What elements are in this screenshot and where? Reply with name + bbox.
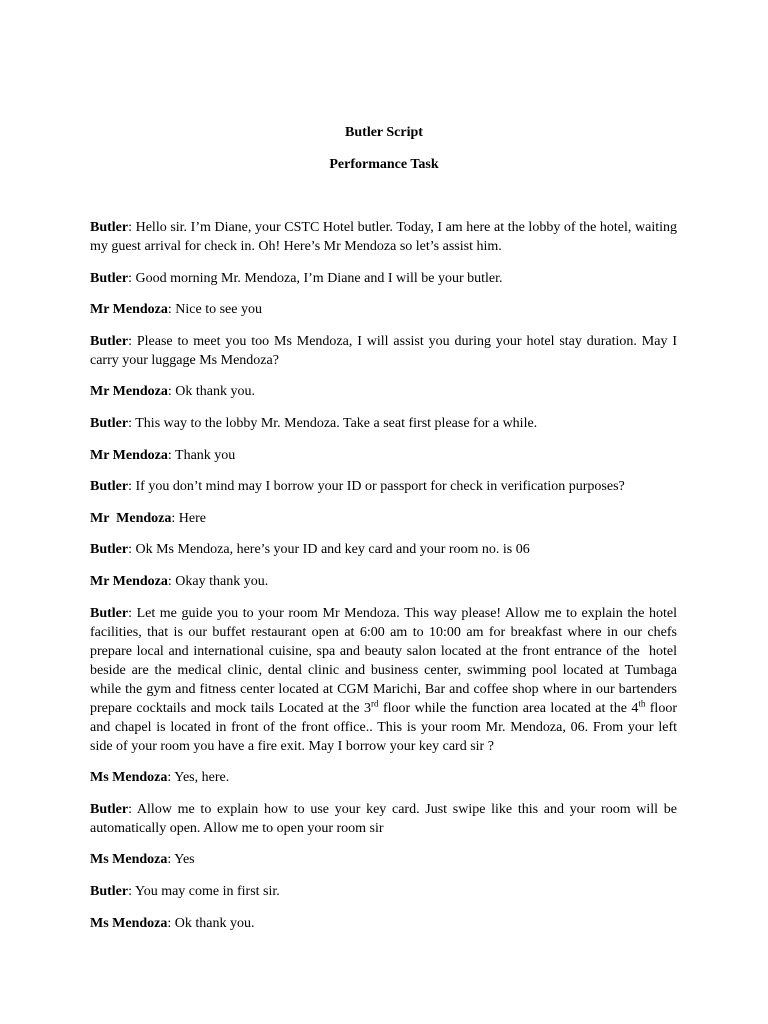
dialogue-text: : Thank you [167,447,236,463]
speaker-name: Ms Mendoza [90,852,168,868]
dialogue-text: : Nice to see you [167,302,262,318]
dialogue-text: floor and chapel is located in front of the front office.. This is your room Mr. Mendoza, 06. From your left side of your room you have a fire exit. May I borrow your key card sir ? [90,700,681,754]
dialogue-line [90,218,677,256]
dialogue-text: : Please to meet you too Ms Mendoza, I will assist you during your hotel stay duration. May I carry your luggage Ms Mendoza? [90,333,677,368]
script-body [90,218,681,945]
dialogue-line [90,882,677,901]
dialogue-line [90,332,677,370]
dialogue-line [90,604,681,756]
dialogue-text: : Here [171,510,206,526]
dialogue-line [90,300,677,319]
speaker-name: Butler [90,220,129,235]
dialogue-text: : If you don’t mind may I borrow your ID or passport for check in verification purposes? [128,479,625,495]
speaker-name: Butler [90,415,129,431]
dialogue-text: : Okay thank you. [167,573,269,589]
dialogue-line [90,269,677,288]
dialogue-text: : You may come in first sir. [128,883,280,899]
dialogue-line [90,768,677,787]
speaker-name: Mr Mendoza [90,447,168,463]
speaker-name: Butler [90,270,129,286]
speaker-name: Mr Mendoza [90,384,168,400]
ordinal-suffix: rd [371,697,379,708]
dialogue-text: : Allow me to explain how to use your key card. Just swipe like this and your room will be automatically open. Allow me to open your room sir [90,801,677,836]
dialogue-line [90,572,677,591]
document-subtitle: Performance Task [329,157,439,172]
dialogue-text: : Ok Ms Mendoza, here’s your ID and key card and your room no. is 06 [128,542,530,558]
dialogue-text: : Yes [167,852,195,868]
speaker-name: Butler [90,801,129,817]
dialogue-text: : Hello sir. I’m Diane, your CSTC Hotel butler. Today, I am here at the lobby of the hotel, waiting my guest arrival for check in. Oh! Here’s Mr Mendoza so let’s assist him. [90,220,677,254]
speaker-name: Mr Mendoza [90,510,172,526]
dialogue-text: : Ok thank you. [167,915,255,931]
speaker-name: Butler [90,605,129,621]
ordinal-suffix: th [638,697,646,708]
speaker-name: Butler [90,333,129,349]
speaker-name: Butler [90,542,129,558]
document-title: Butler Script [345,125,423,140]
speaker-name: Mr Mendoza [90,302,168,318]
speaker-name: Ms Mendoza [90,915,168,931]
dialogue-line [90,382,677,401]
dialogue-line [90,446,677,465]
dialogue-line [90,509,677,528]
dialogue-line [90,414,677,433]
dialogue-line [90,540,677,559]
dialogue-line [90,850,677,869]
speaker-name: Ms Mendoza [90,770,168,786]
dialogue-line [90,914,677,933]
dialogue-text: : This way to the lobby Mr. Mendoza. Take a seat first please for a while. [128,415,538,431]
speaker-name: Mr Mendoza [90,573,168,589]
dialogue-text: floor while the function area located at the 4 [378,700,639,716]
dialogue-line [90,800,677,838]
dialogue-text: : Ok thank you. [167,384,255,400]
speaker-name: Butler [90,479,129,495]
speaker-name: Butler [90,883,129,899]
dialogue-line [90,477,677,496]
dialogue-text: : Yes, here. [167,770,230,786]
dialogue-text: : Good morning Mr. Mendoza, I’m Diane and I will be your butler. [128,270,503,286]
dialogue-text: : Let me guide you to your room Mr Mendoza. This way please! Allow me to explain the hotel facilities, that is our buffet restaurant open at 6:00 am to 10:00 am for breakfast where in our chefs prepare local and international cuisine, spa and beauty salon located at the front entrance of the hotel beside are the medical clinic, dental clinic and business center, swimming pool located at Tumbaga while the gym and fitness center located at CGM Marichi, Bar and coffee shop where in our bartenders prepare cocktails and mock tails Located at the 3 [90,605,681,716]
